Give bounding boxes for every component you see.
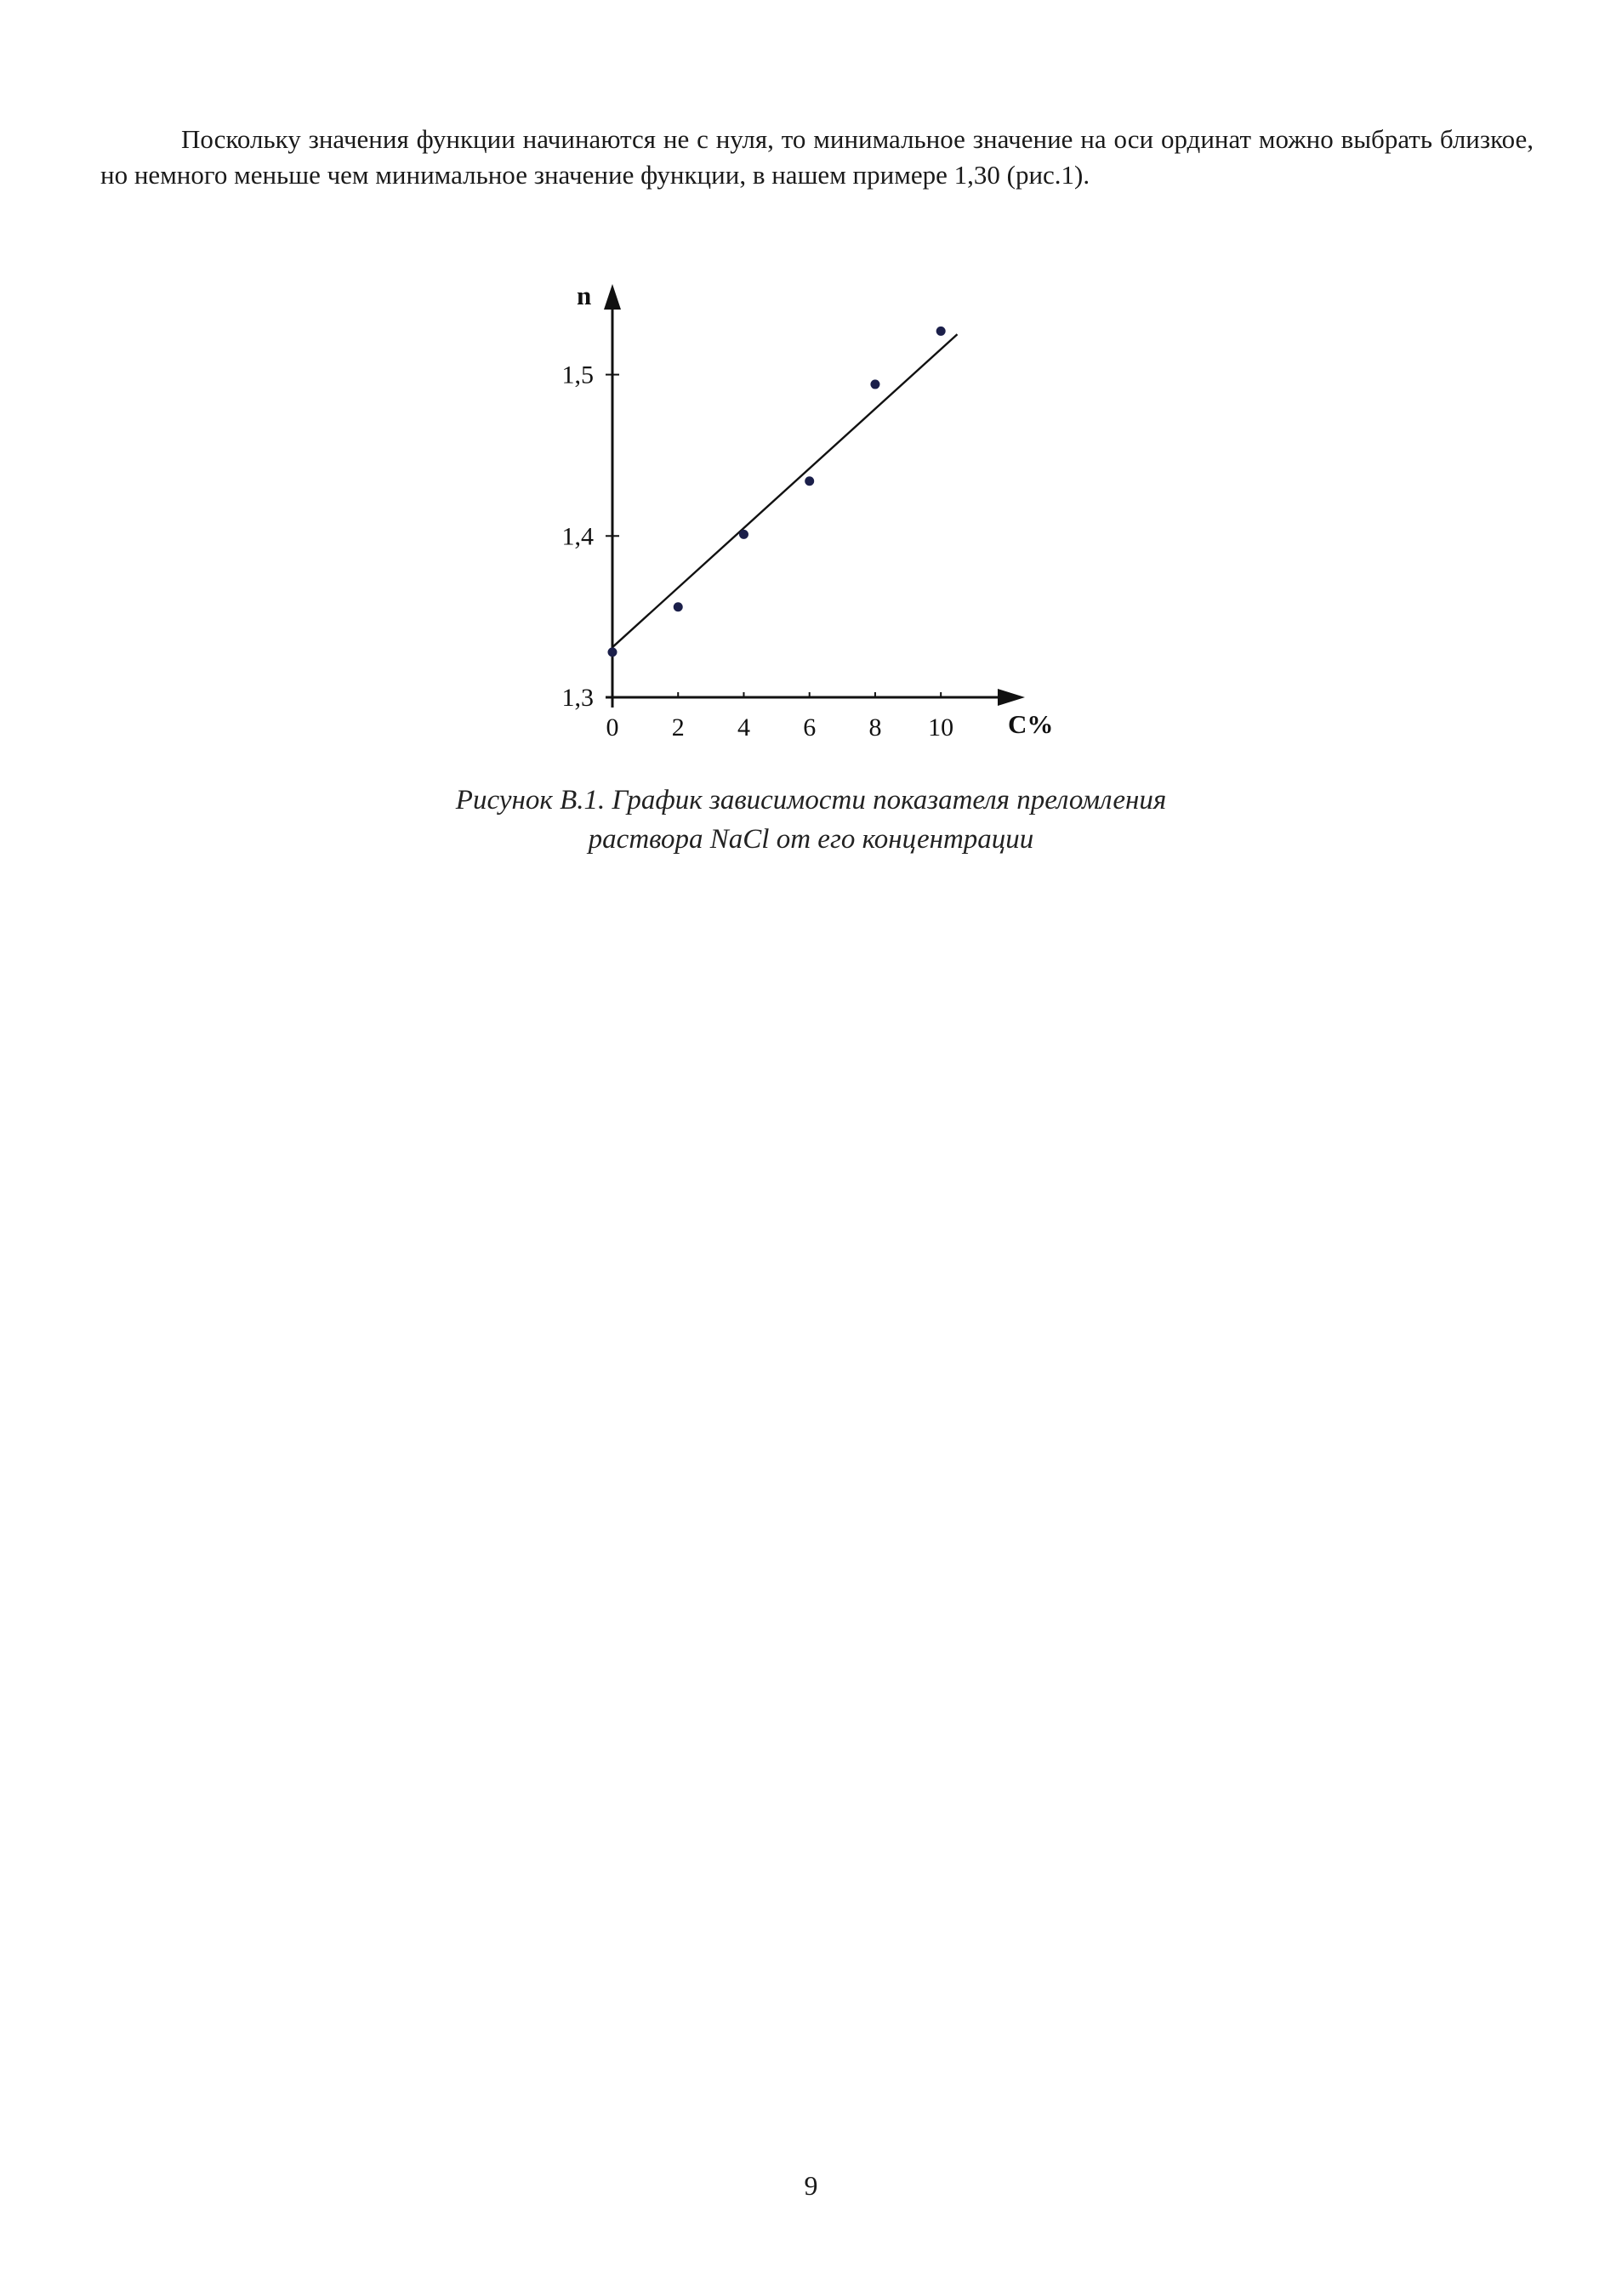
chart-points [608, 327, 946, 657]
body-paragraph [100, 122, 1534, 193]
chart-axes [577, 281, 1053, 739]
page-number: 9 [804, 2170, 818, 2201]
y-tick-label: 1,5 [561, 361, 594, 389]
x-tick-label: 8 [868, 713, 882, 742]
caption-line-2: раствора NaCl от его концентрации [588, 824, 1034, 855]
x-tick-label: 2 [671, 713, 685, 742]
x-axis-arrow [998, 689, 1025, 706]
chart-ticks [562, 361, 954, 742]
data-point [739, 530, 748, 539]
figure-caption [255, 781, 1367, 859]
data-point [936, 327, 946, 336]
y-axis-arrow [604, 284, 621, 310]
data-point [674, 602, 683, 611]
x-tick-label: 4 [737, 713, 750, 742]
trendline [612, 334, 957, 647]
y-tick-label: 1,3 [561, 684, 594, 712]
x-tick-label: 10 [928, 713, 954, 742]
x-axis-label: C% [1008, 709, 1054, 739]
data-point [608, 647, 617, 656]
data-point [870, 379, 879, 389]
chart-trendline-group [612, 334, 957, 647]
y-tick-label: 1,4 [561, 522, 594, 551]
x-tick-label: 0 [606, 713, 619, 742]
caption-line-1: Рисунок В.1. График зависимости показателя преломления [455, 785, 1167, 816]
data-point [805, 476, 814, 486]
refractive-index-chart [510, 272, 1089, 774]
x-tick-label: 6 [803, 713, 817, 742]
paragraph-text: Поскольку значения функции начинаются не с нуля, то минимальное значение на оси ординат можно выбрать близкое, но немного меньше чем минимальное значение функции, в нашем примере 1,30 (рис.1). [100, 124, 1534, 190]
y-axis-label: n [577, 281, 592, 310]
figure-chart [510, 272, 1089, 774]
